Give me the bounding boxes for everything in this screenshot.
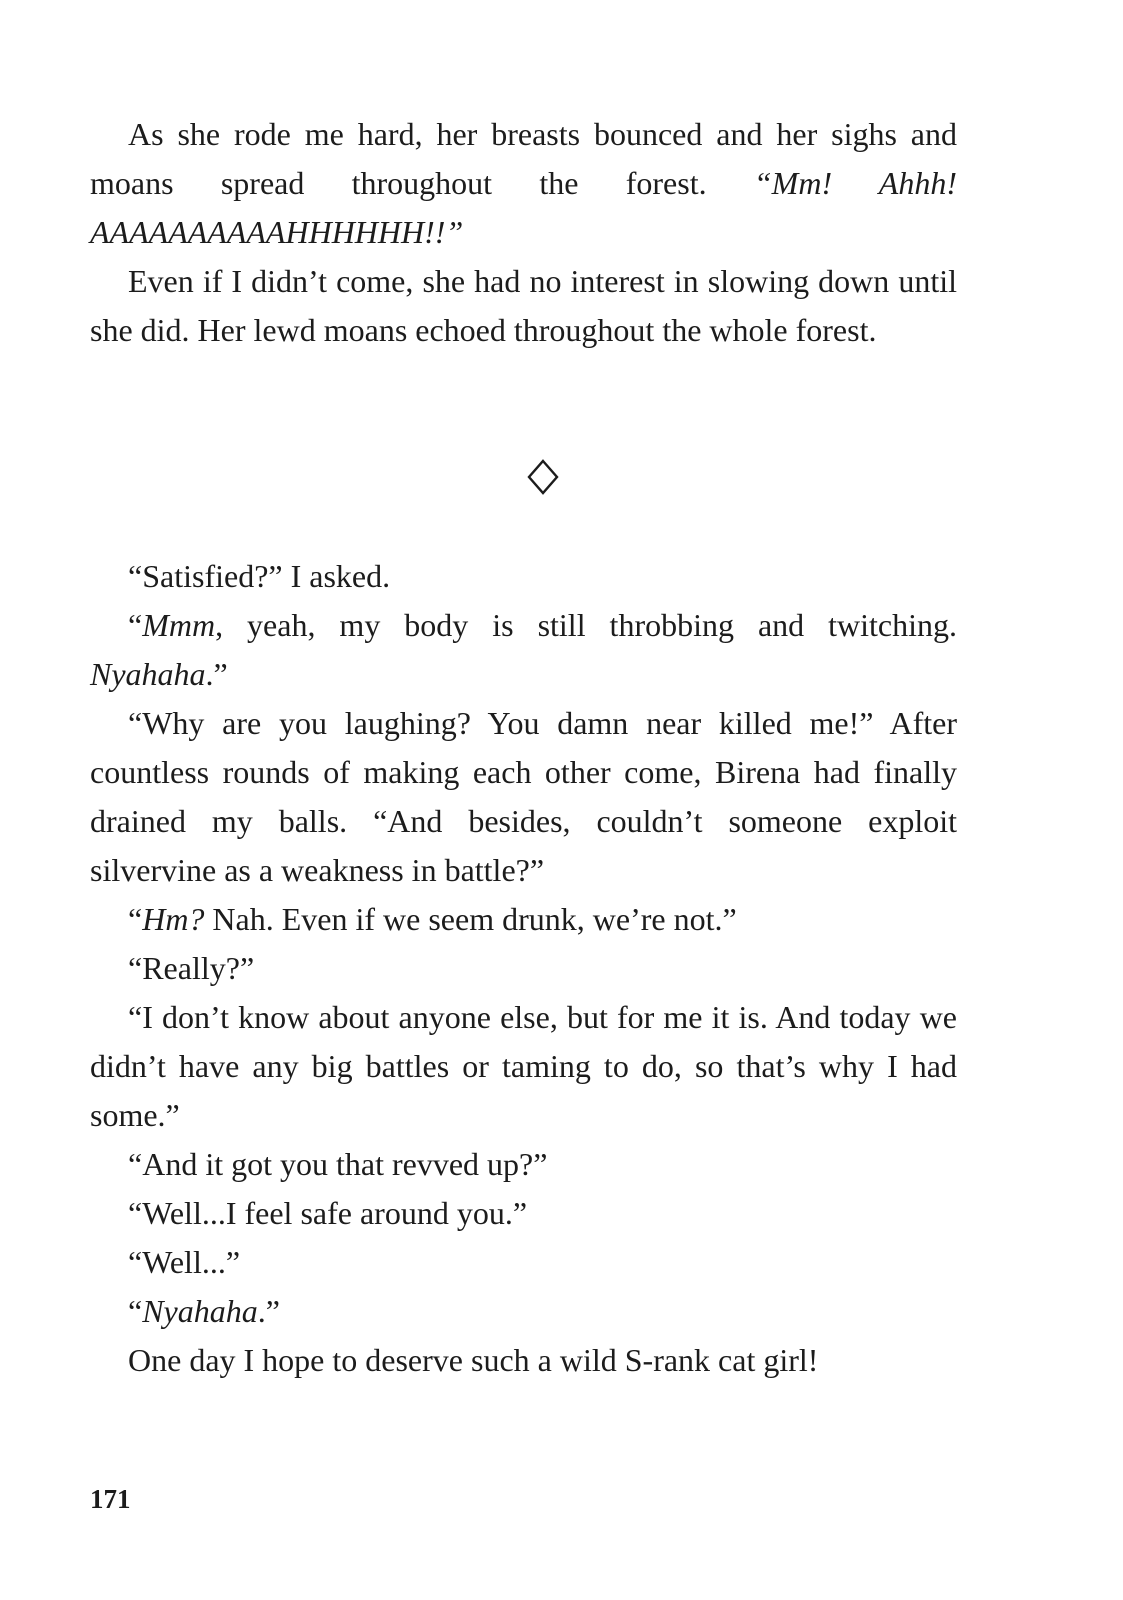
- paragraph: [90, 110, 957, 257]
- text-block-bottom: [90, 552, 957, 1385]
- text-block-top: [90, 110, 957, 355]
- paragraph-text-italic: Hm?: [142, 901, 205, 937]
- paragraph: [90, 1287, 957, 1336]
- paragraph-text: .”: [257, 1293, 280, 1329]
- page-number: 171: [90, 1484, 131, 1514]
- paragraph: [90, 1336, 957, 1385]
- paragraph: [90, 1189, 957, 1238]
- paragraph-text: Even if I didn’t come, she had no interest in slowing down until she did. Her lewd moans echoed throughout the whole forest.: [90, 263, 957, 348]
- paragraph: [90, 601, 957, 699]
- paragraph: [90, 552, 957, 601]
- paragraph-text: “Satisfied?” I asked.: [128, 558, 391, 594]
- paragraph-text: “: [128, 1293, 143, 1329]
- paragraph-text: “Really?”: [128, 950, 255, 986]
- paragraph-text: One day I hope to deserve such a wild S-rank cat girl!: [128, 1342, 819, 1378]
- paragraph-text: Nah. Even if we seem drunk, we’re not.”: [204, 901, 737, 937]
- paragraph: [90, 257, 957, 355]
- paragraph-text: “: [128, 607, 143, 643]
- paragraph-text: “Well...”: [128, 1244, 241, 1280]
- paragraph: [90, 699, 957, 895]
- paragraph-text: “And it got you that revved up?”: [128, 1146, 548, 1182]
- paragraph-text: As she rode me hard, her breasts bounced and her sighs and moans spread throughout the forest.: [90, 116, 957, 201]
- paragraph: [90, 944, 957, 993]
- scene-break-diamond-icon: [527, 459, 559, 495]
- paragraph: [90, 993, 957, 1140]
- paragraph-text: .”: [205, 656, 228, 692]
- paragraph-text: , yeah, my body is still throbbing and twitching.: [215, 607, 957, 643]
- paragraph-text: “Why are you laughing? You damn near killed me!” After countless rounds of making each other come, Birena had finally drained my balls. “And besides, couldn’t someone exploit silvervine as a weakness in battle?”: [90, 705, 957, 888]
- paragraph-text-italic: Nyahaha: [90, 656, 206, 692]
- paragraph: [90, 1238, 957, 1287]
- paragraph-text-italic: “Mm! Ahhh! AAAAAAAAAAHHHHHH!!”: [90, 165, 958, 250]
- paragraph-text: “I don’t know about anyone else, but for me it is. And today we didn’t have any big battles or taming to do, so that’s why I had some.”: [90, 999, 957, 1133]
- paragraph: [90, 895, 957, 944]
- paragraph-text-italic: Nyahaha: [142, 1293, 258, 1329]
- paragraph-text: “: [128, 901, 143, 937]
- paragraph: [90, 1140, 957, 1189]
- paragraph-text: “Well...I feel safe around you.”: [128, 1195, 528, 1231]
- paragraph-text-italic: Mmm: [142, 607, 216, 643]
